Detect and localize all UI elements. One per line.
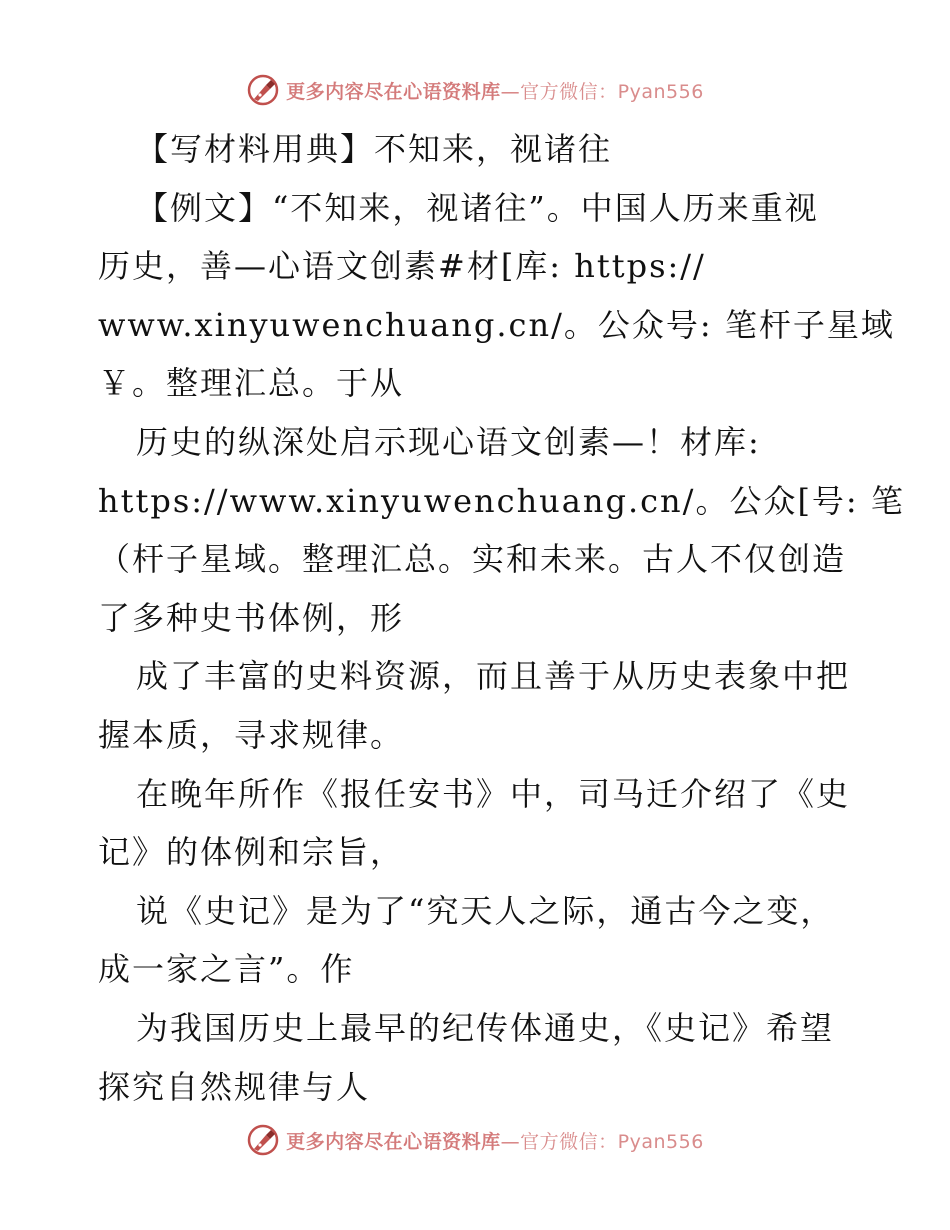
text-line: 历史的纵深处启示现心语文创素—！材库: [136,422,761,461]
text-line: https://www.xinyuwenchuang.cn/。公众[号: 笔 [98,481,905,520]
text-line: www.xinyuwenchuang.cn/。公众号: 笔杆子星域 [98,305,895,344]
text-line: 探究自然规律与人 [98,1067,371,1106]
text-line: 记》的体例和宗旨， [98,833,405,872]
text-line: 在晚年所作《报任安书》中，司马迁介绍了《史 [136,774,851,813]
footer-banner [0,1120,950,1160]
header-banner [0,70,950,110]
text-line: （杆子星域。整理汇总。实和未来。古人不仅创造 [98,540,847,579]
pen-nib-logo-icon [246,1123,280,1157]
text-line: 握本质，寻求规律。 [98,715,405,754]
banner-text: 更多内容尽在心语资料库—官方微信：Pyan556 [286,80,704,103]
text-line: 【例文】“不知来，视诸往”。中国人历来重视 [136,188,819,227]
document-body [98,120,905,1116]
text-line: 历史，善—心语文创素#材[库: https:// [98,247,706,286]
text-line: 说《史记》是为了“究天人之际，通古今之变， [136,891,835,930]
text-line: 成了丰富的史料资源，而且善于从历史表象中把 [136,657,851,696]
pen-nib-logo-icon [246,73,280,107]
text-line: 了多种史书体例，形 [98,598,405,637]
text-line: ￥。整理汇总。于从 [98,364,405,403]
text-line: 成一家之言”。作 [98,950,355,989]
banner-text: 更多内容尽在心语资料库—官方微信：Pyan556 [286,1130,704,1153]
text-line: 为我国历史上最早的纪传体通史，《史记》希望 [136,1008,835,1047]
text-line: 【写材料用典】不知来，视诸往 [136,130,613,168]
